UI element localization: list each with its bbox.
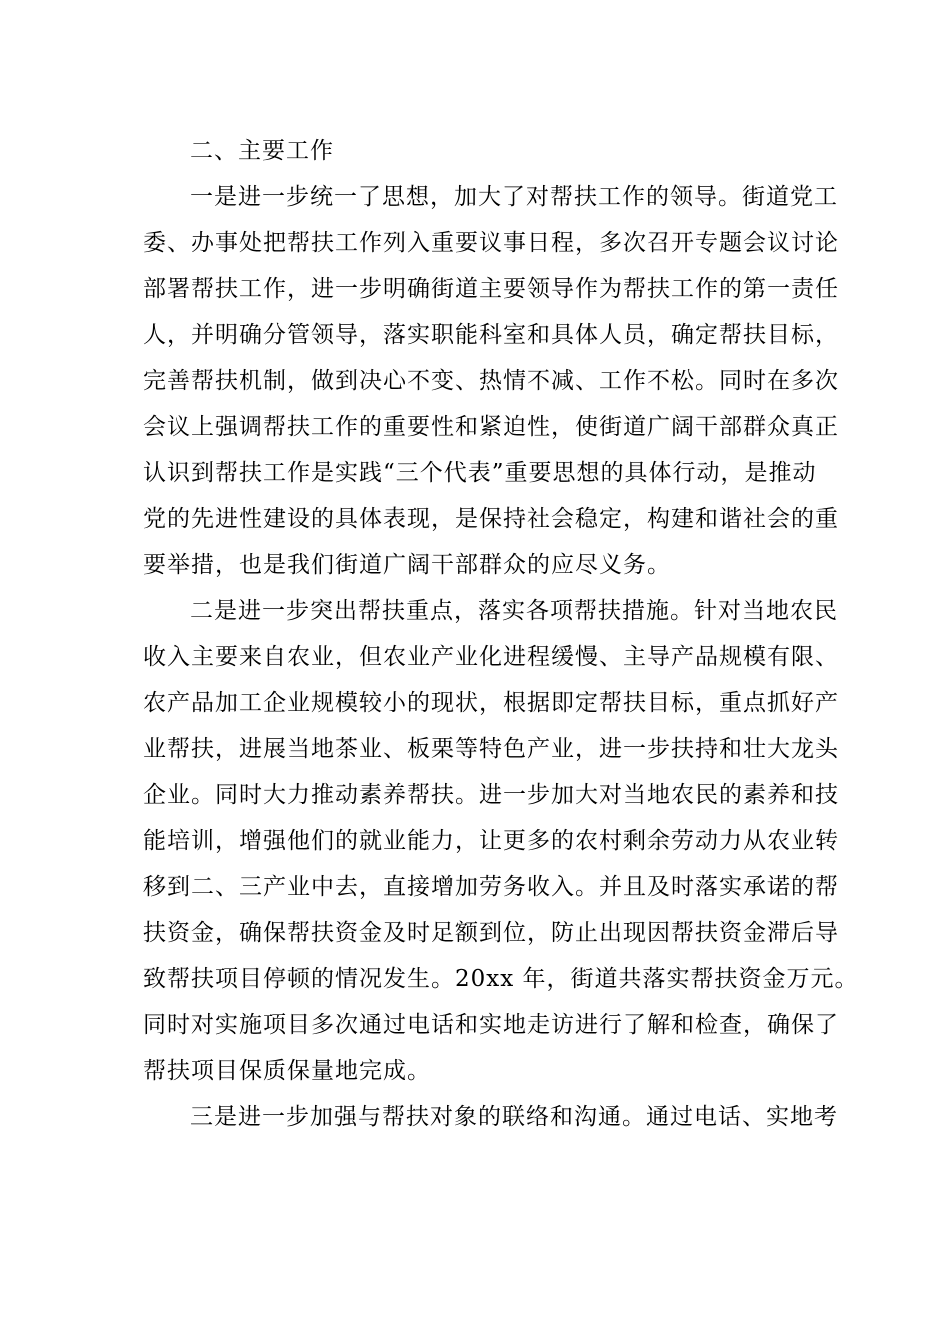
paragraph-line: 帮扶项目保质保量地完成。 — [143, 1058, 431, 1084]
paragraph-line: 认识到帮扶工作是实践“三个代表”重要思想的具体行动，是推动 — [143, 460, 817, 486]
paragraph-line: 党的先进性建设的具体表现，是保持社会稳定，构建和谐社会的重 — [143, 506, 839, 532]
paragraph-line: 致帮扶项目停顿的情况发生。20xx 年，街道共落实帮扶资金万元。 — [143, 966, 859, 992]
paragraph-line: 完善帮扶机制，做到决心不变、热情不减、工作不松。同时在多次 — [143, 368, 839, 394]
paragraph-line: 能培训，增强他们的就业能力，让更多的农村剩余劳动力从农业转 — [143, 828, 839, 854]
paragraph-line: 移到二、三产业中去，直接增加劳务收入。并且及时落实承诺的帮 — [143, 874, 839, 900]
paragraph-line: 扶资金，确保帮扶资金及时足额到位，防止出现因帮扶资金滞后导 — [143, 920, 839, 946]
section-heading: 二、主要工作 — [190, 138, 334, 164]
paragraph-line: 同时对实施项目多次通过电话和实地走访进行了解和检查，确保了 — [143, 1012, 839, 1038]
paragraph-line: 企业。同时大力推动素养帮扶。进一步加大对当地农民的素养和技 — [143, 782, 839, 808]
paragraph-1 — [143, 174, 839, 588]
paragraph-3 — [143, 1094, 838, 1140]
paragraph-line: 要举措，也是我们街道广阔干部群众的应尽义务。 — [143, 552, 671, 578]
paragraph-line: 一是进一步统一了思想，加大了对帮扶工作的领导。街道党工 — [190, 184, 838, 210]
paragraph-line: 二是进一步突出帮扶重点，落实各项帮扶措施。针对当地农民 — [190, 598, 838, 624]
paragraph-line: 农产品加工企业规模较小的现状，根据即定帮扶目标，重点抓好产 — [143, 690, 839, 716]
paragraph-line: 三是进一步加强与帮扶对象的联络和沟通。通过电话、实地考 — [190, 1104, 838, 1130]
paragraph-line: 收入主要来自农业，但农业产业化进程缓慢、主导产品规模有限、 — [143, 644, 839, 670]
paragraph-line: 业帮扶，进展当地茶业、板栗等特色产业，进一步扶持和壮大龙头 — [143, 736, 839, 762]
paragraph-line: 委、办事处把帮扶工作列入重要议事日程，多次召开专题会议讨论 — [143, 230, 839, 256]
document-body — [143, 128, 859, 1140]
paragraph-line: 会议上强调帮扶工作的重要性和紧迫性，使街道广阔干部群众真正 — [143, 414, 839, 440]
paragraph-2 — [143, 588, 859, 1094]
paragraph-line: 人，并明确分管领导，落实职能科室和具体人员，确定帮扶目标， — [143, 322, 839, 348]
paragraph-line: 部署帮扶工作，进一步明确街道主要领导作为帮扶工作的第一责任 — [143, 276, 839, 302]
